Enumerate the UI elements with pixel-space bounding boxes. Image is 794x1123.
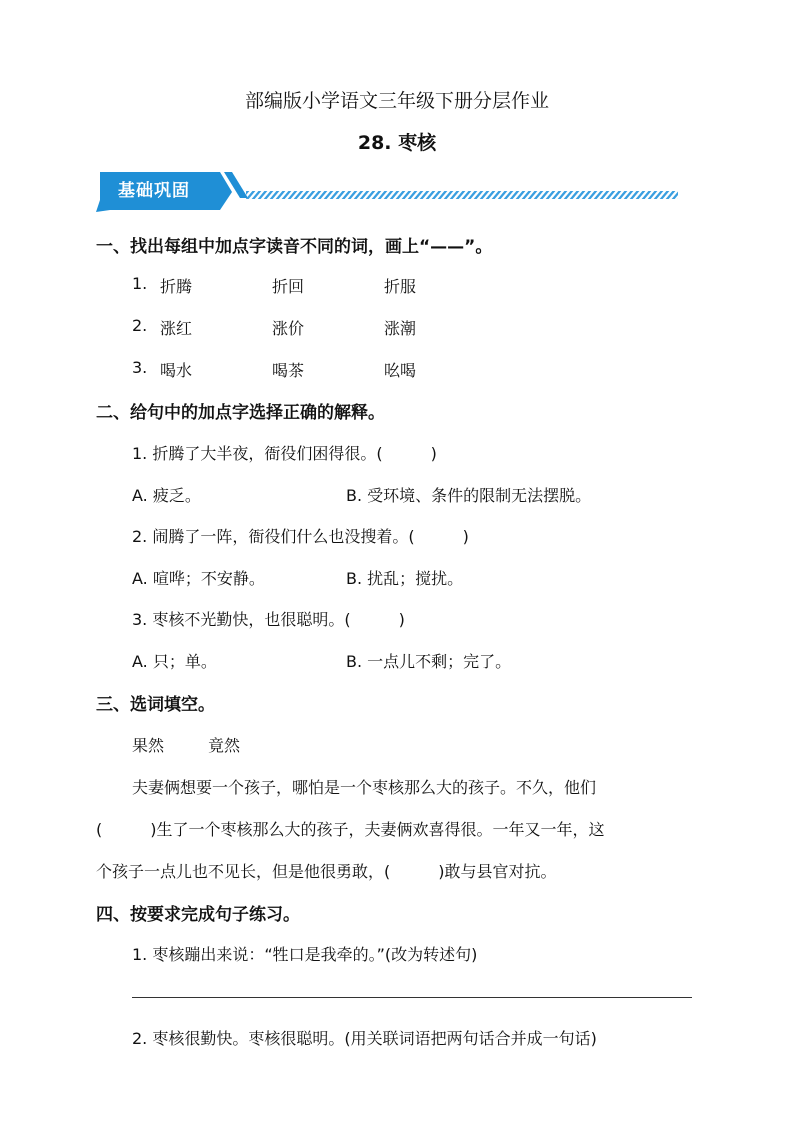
q4-item-2: 2. 枣核很勤快。枣核很聪明。(用关联词语把两句话合并成一句话) bbox=[132, 1029, 597, 1048]
q2-item-1-question: 1. 折腾了大半夜，衙役们困得很。( ) bbox=[132, 444, 437, 463]
q2-item-1-option-b: B. 受环境、条件的限制无法摆脱。 bbox=[346, 486, 592, 505]
q1-g3-w2: 喝茶 bbox=[272, 361, 305, 380]
q1-g3-w3: 吆喝 bbox=[384, 361, 417, 380]
q3-choice-2: 竟然 bbox=[208, 736, 241, 755]
q1-g2-w1: 涨红 bbox=[160, 319, 193, 338]
q1-g2-w2: 涨价 bbox=[272, 319, 305, 338]
q1-g3-num: 3. bbox=[132, 358, 148, 377]
q2-item-2-option-b: B. 扰乱；搅扰。 bbox=[346, 569, 464, 588]
q3-heading: 三、选词填空。 bbox=[96, 695, 215, 715]
q1-g2-num: 2. bbox=[132, 316, 148, 335]
q4-item-1: 1. 枣核蹦出来说：“牲口是我牵的。”(改为转述句) bbox=[132, 945, 478, 964]
q2-item-3-option-b: B. 一点儿不剩；完了。 bbox=[346, 652, 512, 671]
q4-heading: 四、按要求完成句子练习。 bbox=[96, 905, 300, 925]
q3-paragraph-line-3: 个孩子一点儿也不见长，但是他很勇敢，( )敢与县官对抗。 bbox=[96, 862, 557, 881]
q3-paragraph-line-1: 夫妻俩想要一个孩子，哪怕是一个枣核那么大的孩子。不久，他们 bbox=[132, 778, 597, 797]
q2-item-2-question: 2. 闹腾了一阵，衙役们什么也没搜着。( ) bbox=[132, 527, 469, 546]
section-banner-label: 基础巩固 bbox=[118, 181, 190, 201]
q4-item-1-answer-line[interactable] bbox=[132, 997, 692, 998]
q2-item-1-option-a: A. 疲乏。 bbox=[132, 486, 201, 505]
q1-g1-w3: 折服 bbox=[384, 277, 417, 296]
q2-item-2-option-a: A. 喧哗；不安静。 bbox=[132, 569, 265, 588]
page-title: 部编版小学语文三年级下册分层作业 bbox=[244, 90, 549, 112]
q2-item-3-option-a: A. 只；单。 bbox=[132, 652, 217, 671]
q1-g1-num: 1. bbox=[132, 274, 148, 293]
q1-g2-w3: 涨潮 bbox=[384, 319, 417, 338]
lesson-title: 28. 枣核 bbox=[357, 132, 437, 154]
q2-heading: 二、给句中的加点字选择正确的解释。 bbox=[96, 403, 385, 423]
q1-g3-w1: 喝水 bbox=[160, 361, 193, 380]
q1-heading: 一、找出每组中加点字读音不同的词，画上“——”。 bbox=[96, 237, 493, 257]
q3-choice-1: 果然 bbox=[132, 736, 165, 755]
q1-g1-w1: 折腾 bbox=[160, 277, 193, 296]
q2-item-3-question: 3. 枣核不光勤快，也很聪明。( ) bbox=[132, 610, 405, 629]
q1-g1-w2: 折回 bbox=[272, 277, 305, 296]
q3-paragraph-line-2: ( )生了一个枣核那么大的孩子，夫妻俩欢喜得很。一年又一年，这 bbox=[96, 820, 605, 839]
